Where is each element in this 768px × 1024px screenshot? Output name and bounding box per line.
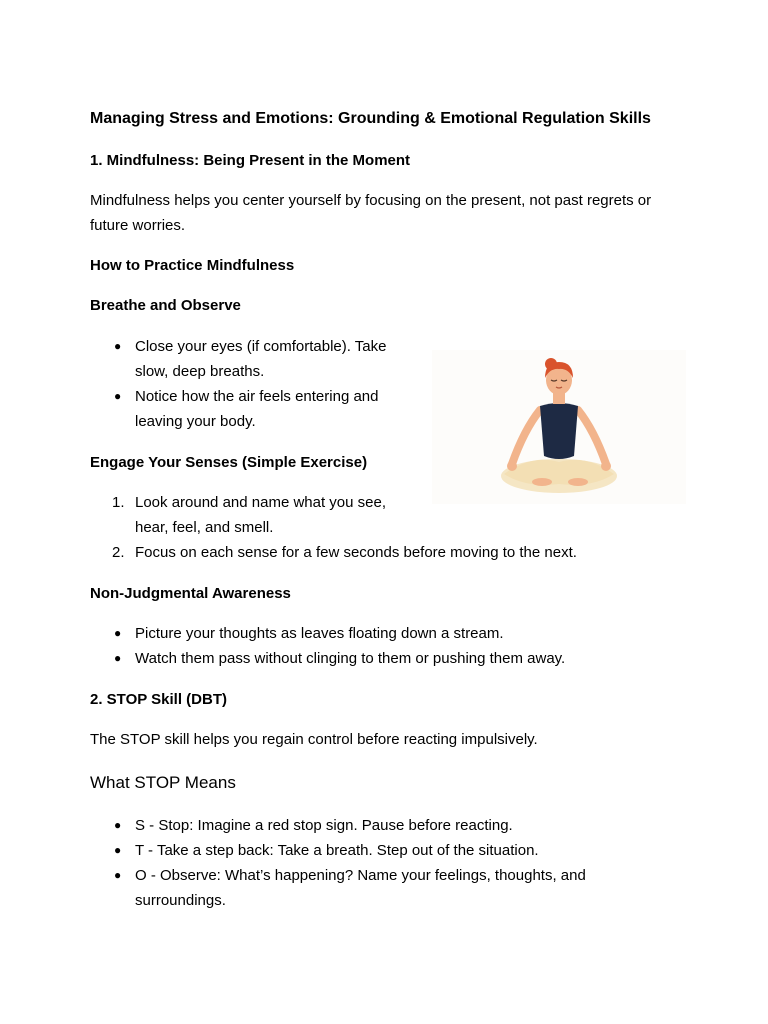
- list-item: ● Close your eyes (if comfortable). Take slow, deep breaths.: [90, 334, 387, 384]
- section2-heading: 2. STOP Skill (DBT): [90, 691, 227, 708]
- bullet-icon: ●: [114, 389, 122, 403]
- bullet-icon: ●: [114, 651, 122, 665]
- section1-intro-line1: Mindfulness helps you center yourself by focusing on the present, not past regrets or: [90, 192, 652, 209]
- meditation-illustration: [432, 350, 686, 504]
- what-stop-means-heading: What STOP Means: [90, 773, 236, 792]
- list-item: ● Watch them pass without clinging to them or pushing them away.: [90, 646, 565, 671]
- list-item: ● Picture your thoughts as leaves floating down a stream.: [90, 621, 565, 646]
- bullet-icon: ●: [114, 843, 122, 857]
- senses-heading: Engage Your Senses (Simple Exercise): [90, 454, 368, 471]
- list-item: ● Notice how the air feels entering and leaving your body.: [90, 384, 387, 434]
- bullet-icon: ●: [114, 626, 122, 640]
- section1-intro-line2: future worries.: [90, 217, 186, 234]
- breathe-heading: Breathe and Observe: [90, 297, 241, 314]
- list-item: 1. Look around and name what you see, hear, feel, and smell.: [90, 490, 577, 540]
- list-item: ● S - Stop: Imagine a red stop sign. Pause before reacting.: [90, 813, 586, 838]
- breathe-list: [90, 334, 387, 434]
- meditation-figure-icon: [432, 350, 686, 504]
- list-number: 2.: [112, 544, 125, 561]
- list-item: ● O - Observe: What’s happening? Name your feelings, thoughts, and surroundings.: [90, 863, 586, 913]
- section2-intro: The STOP skill helps you regain control before reacting impulsively.: [90, 731, 538, 748]
- bullet-icon: ●: [114, 339, 122, 353]
- list-item: 2. Focus on each sense for a few seconds before moving to the next.: [90, 540, 577, 565]
- nonjudgmental-heading: Non-Judgmental Awareness: [90, 585, 291, 602]
- how-to-practice-heading: How to Practice Mindfulness: [90, 257, 295, 274]
- nonjudgmental-list: [90, 621, 565, 671]
- section1-heading: 1. Mindfulness: Being Present in the Moment: [90, 152, 411, 169]
- bullet-icon: ●: [114, 868, 122, 882]
- list-number: 1.: [112, 494, 125, 511]
- list-item: ● T - Take a step back: Take a breath. Step out of the situation.: [90, 838, 586, 863]
- stop-list: [90, 813, 586, 913]
- document-title: Managing Stress and Emotions: Grounding & Emotional Regulation Skills: [90, 110, 651, 127]
- bullet-icon: ●: [114, 818, 122, 832]
